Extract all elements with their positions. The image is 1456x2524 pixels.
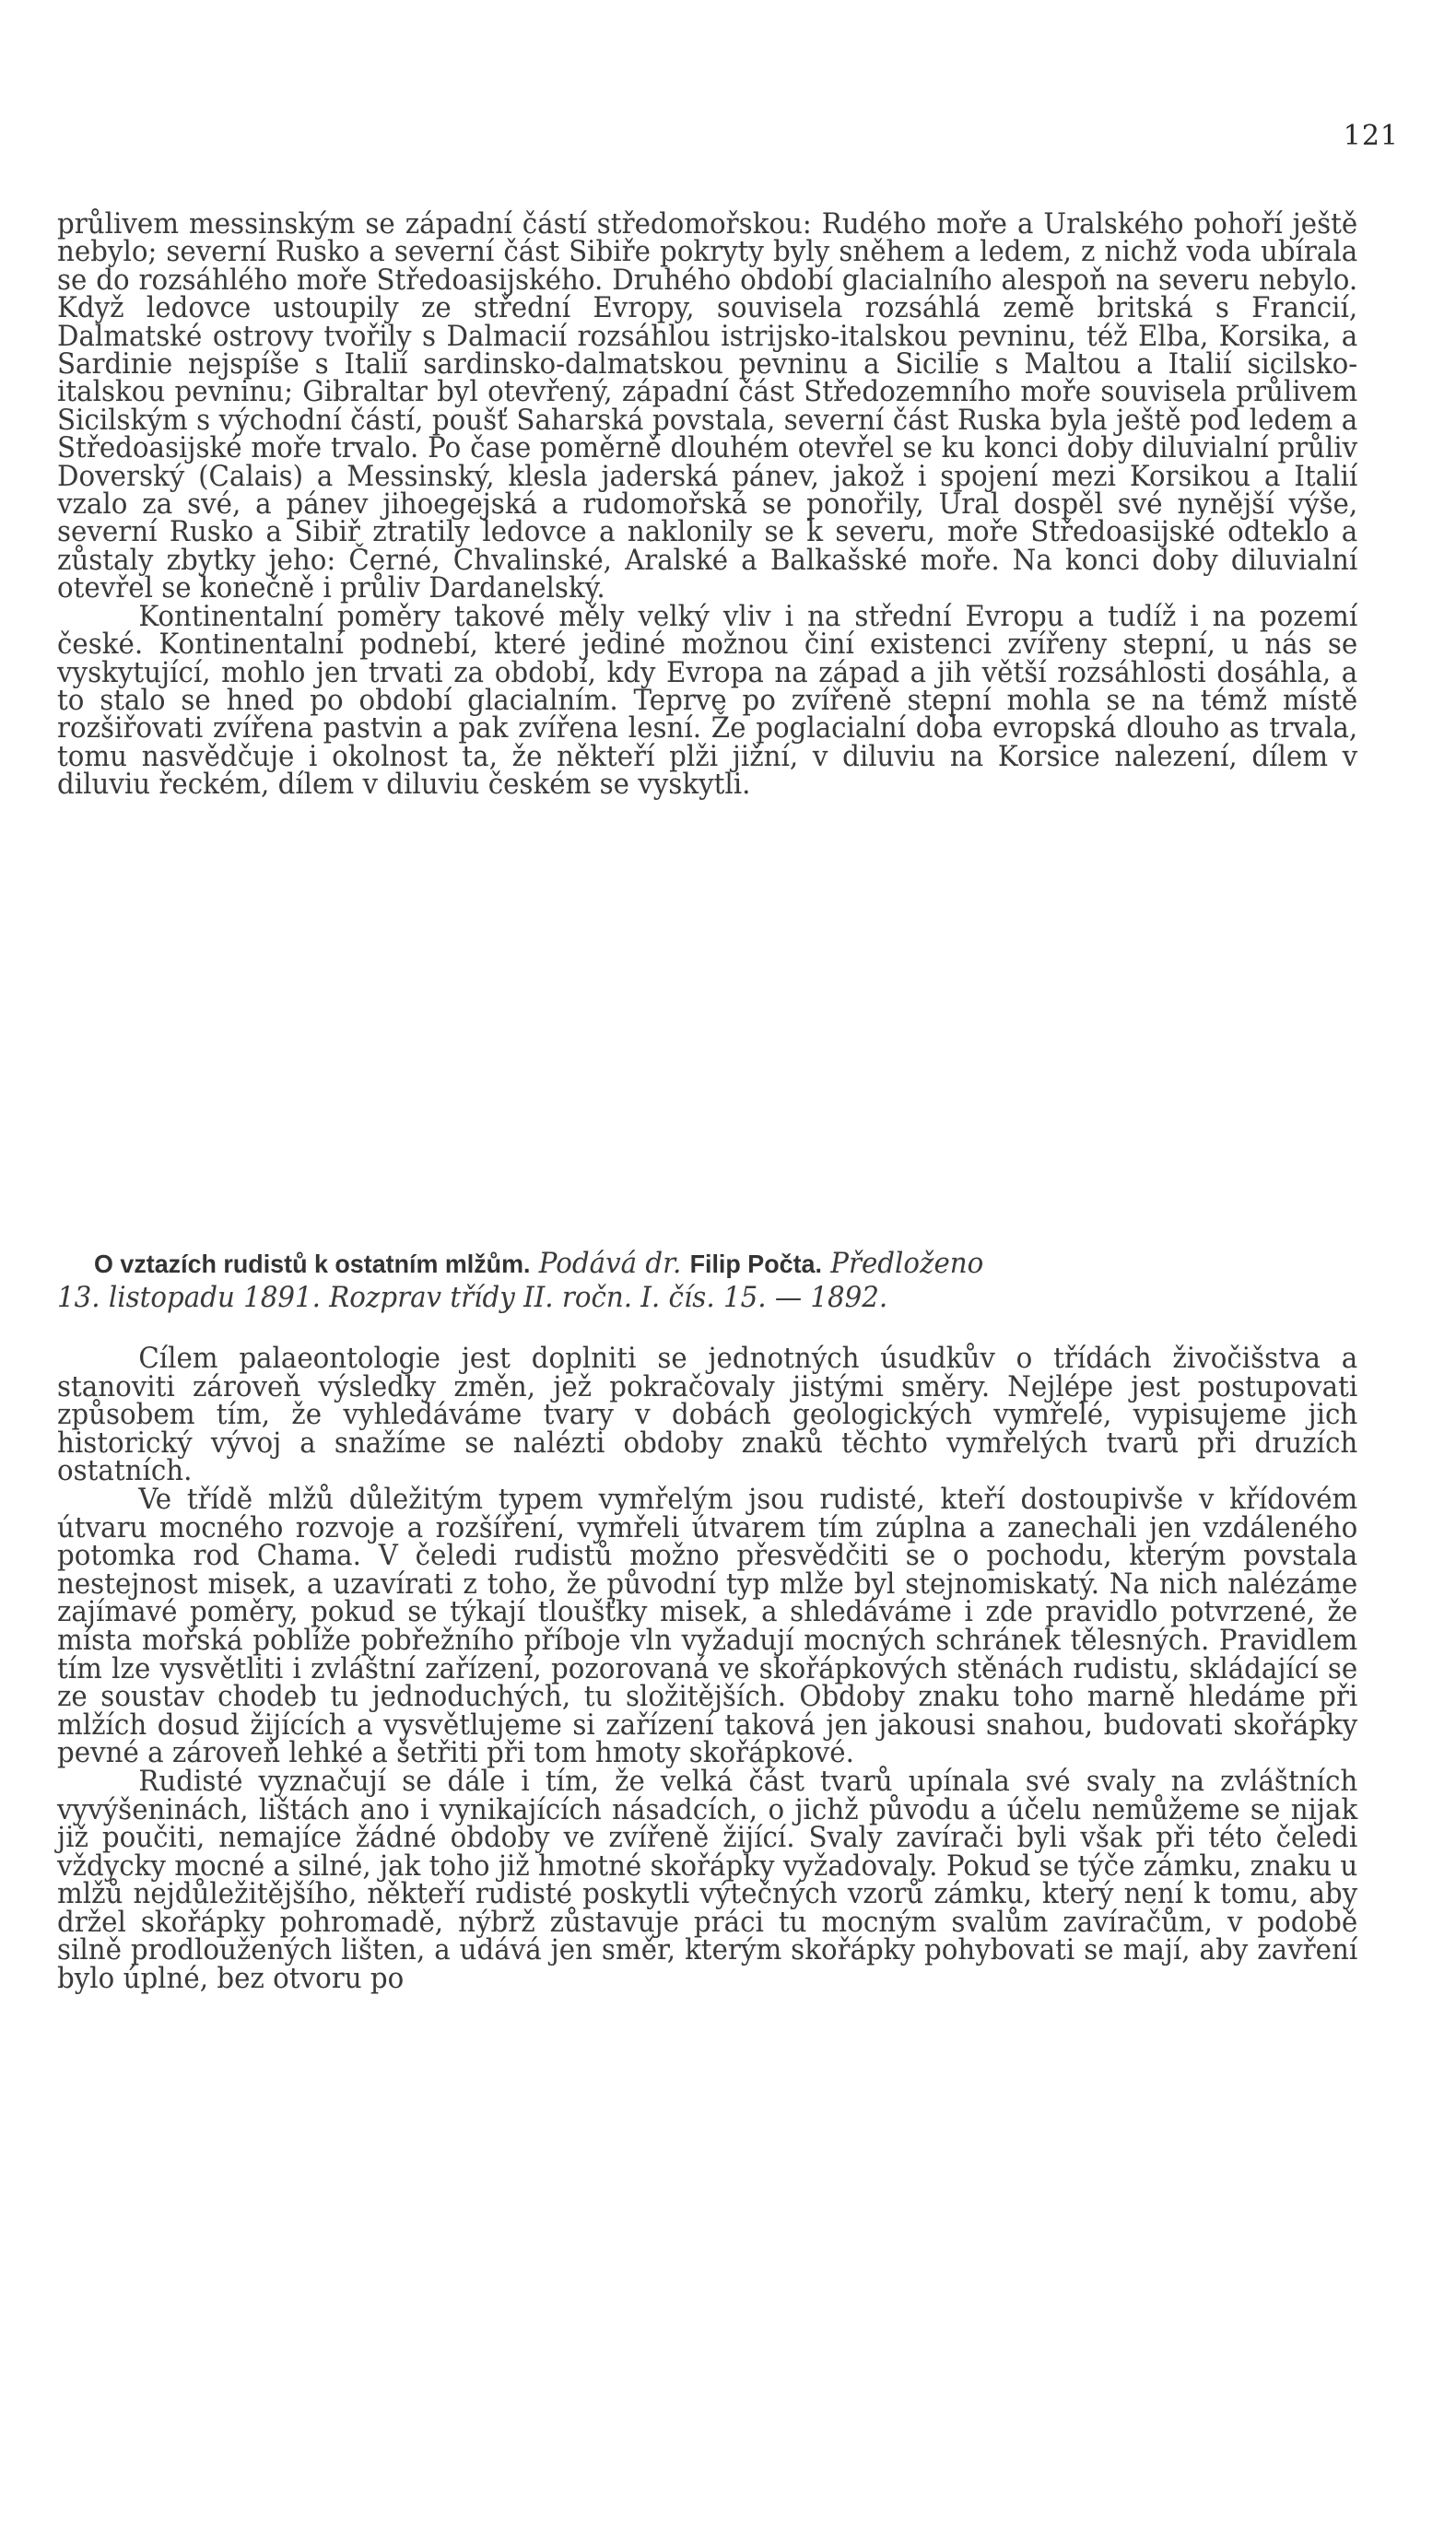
paragraph: Cílem palaeontologie jest doplniti se jednotných úsudkův o třídách živočišstva a stanoviti zároveň výsledky změn, jež pokračovaly jistými směry. Nejlépe jest postupovati způsobem tím, že vyhledáváme tvary v dobách geologických vymřelé, vypisujeme jich historický vývoj a snažíme se nalézti obdoby znaků těchto vymřelých tvarů při druzích ostatních. — [57, 1343, 1358, 1488]
paragraph: Ve třídě mlžů důležitým typem vymřelým jsou rudisté, kteří dostoupivše v křídovém útvaru mocného rozvoje a rozšíření, vymřeli útvarem tím zúplna a zanechali jen vzdáleného potomka rod Chama. V čeledi rudistů možno přesvědčiti se o pochodu, kterým povstala nestejnost misek, a uzavírati z toho, že původní typ mlže byl stejnomiskatý. Na nich nalézáme zajímavé poměry, pokud se týkají tloušťky misek, a shledáváme i zde pravidlo potvrzené, že místa mořská poblíže pobřežního příboje vln vyžadují mocných schránek tělesných. Pravidlem tím lze vysvětliti i zvláštní zařízení, pozorovaná ve skořápkových stěnách rudistu, skládající se ze soustav chodeb tu jednoduchých, tu složitějších. Obdoby znaku toho marně hledáme při mlžích dosud žijících a vysvětlujeme si zařízení taková jen jakousi snahou, budovati skořápky pevné a zároveň lehké a šetřiti při tom hmoty skořápkové. — [57, 1483, 1358, 1770]
article-title: O vztazích rudistů k ostatním mlžům. — [94, 1250, 531, 1278]
paragraph: průlivem messinským se západní částí středomořskou: Rudého moře a Uralského pohoří ještě nebylo; severní Rusko a severní část Sibiře pokryty byly sněhem a ledem, z nichž voda ubírala se do rozsáhlého moře Středoasijského. Druhého období glacialního alespoň na severu nebylo. Když ledovce ustoupily ze střední Evropy, souvisela rozsáhlá země britská s Francií, Dalmatské ostrovy tvořily s Dalmacií rozsáhlou istrijsko-italskou pevninu, též Elba, Korsika, a Sardinie nejspíše s Italií sardinsko-dalmatskou pevninu a Sicilie s Maltou a Italií sicilsko-italskou pevninu; Gibraltar byl otevřený, západní část Středozemního moře souvisela průlivem Sicilským s východní částí, poušť Saharská povstala, severní část Ruska byla ještě pod ledem a Středoasijské moře trvalo. Po čase poměrně dlouhém otevřel se ku konci doby diluvialní průliv Doverský (Calais) a Messinský, klesla jaderská pánev, jakož i spojení mezi Korsikou a Italií vzalo za své, a pánev jihoegejská a rudomořská se ponořily, Ural dospěl své nynější výše, severní Rusko a Sibiř ztratily ledovce a naklonily se k severu, moře Středoasijské odteklo a zůstaly zbytky jeho: Černé, Chvalinské, Aralské a Balkašské moře. Na konci doby diluvialní otevřel se konečně i průliv Dardanelský. — [57, 208, 1358, 605]
article-by: Podává dr. — [538, 1248, 682, 1280]
article-presented: Předloženo — [830, 1248, 984, 1280]
paragraph: Kontinentalní poměry takové měly velký vliv i na střední Evropu a tudíž i na pozemí české. Kontinentalní podnebí, které jediné možnou činí existenci zvířeny stepní, u nás se vyskytující, mohlo jen trvati za období, kdy Evropa na západ a jih větší rozsáhlosti dosáhla, a to stalo se hned po období glacialním. Teprve po zvířeně stepní mohla se na témž místě rozšiřovati zvířena pastvin a pak zvířena lesní. Že poglacialní doba evropská dlouho as trvala, tomu nasvědčuje i okolnost ta, že někteří plži jižní, v diluviu na Korsice nalezení, dílem v diluviu řeckém, dílem v diluviu českém se vyskytli. — [57, 600, 1358, 802]
text-block-top — [57, 208, 1358, 802]
article-author: Filip Počta. — [689, 1250, 822, 1278]
text-block-article — [57, 1345, 1357, 1994]
article-citation: 13. listopadu 1891. Rozprav třídy II. ročn. I. čís. 15. — 1892. — [57, 1282, 888, 1314]
article-heading-line — [94, 1250, 1359, 1279]
paragraph: Rudisté vyznačují se dále i tím, že velká část tvarů upínala své svaly na zvláštních vyvýšeninách, lištách ano i vynikajících násadcích, o jichž původu a účelu nemůžeme se nijak již poučiti, nemajíce žádné obdoby ve zvířeně žijící. Svaly zavírači byli však při této čeledi vždycky mocné a silné, jak toho již hmotné skořápky vyžadovaly. Pokud se týče zámku, znaku u mlžů nejdůležitějšího, někteří rudisté poskytli výtečných vzorů zámku, který není k tomu, aby držel skořápky pohromadě, nýbrž zůstavuje práci tu mocným svalům zavíračům, v podobě silně prodloužených lišten, a udává jen směr, kterým skořápky pohybovati se mají, aby zavření bylo úplné, bez otvoru po — [57, 1765, 1358, 1996]
article-citation-line — [57, 1284, 1357, 1313]
page-number: 121 — [1343, 120, 1399, 152]
